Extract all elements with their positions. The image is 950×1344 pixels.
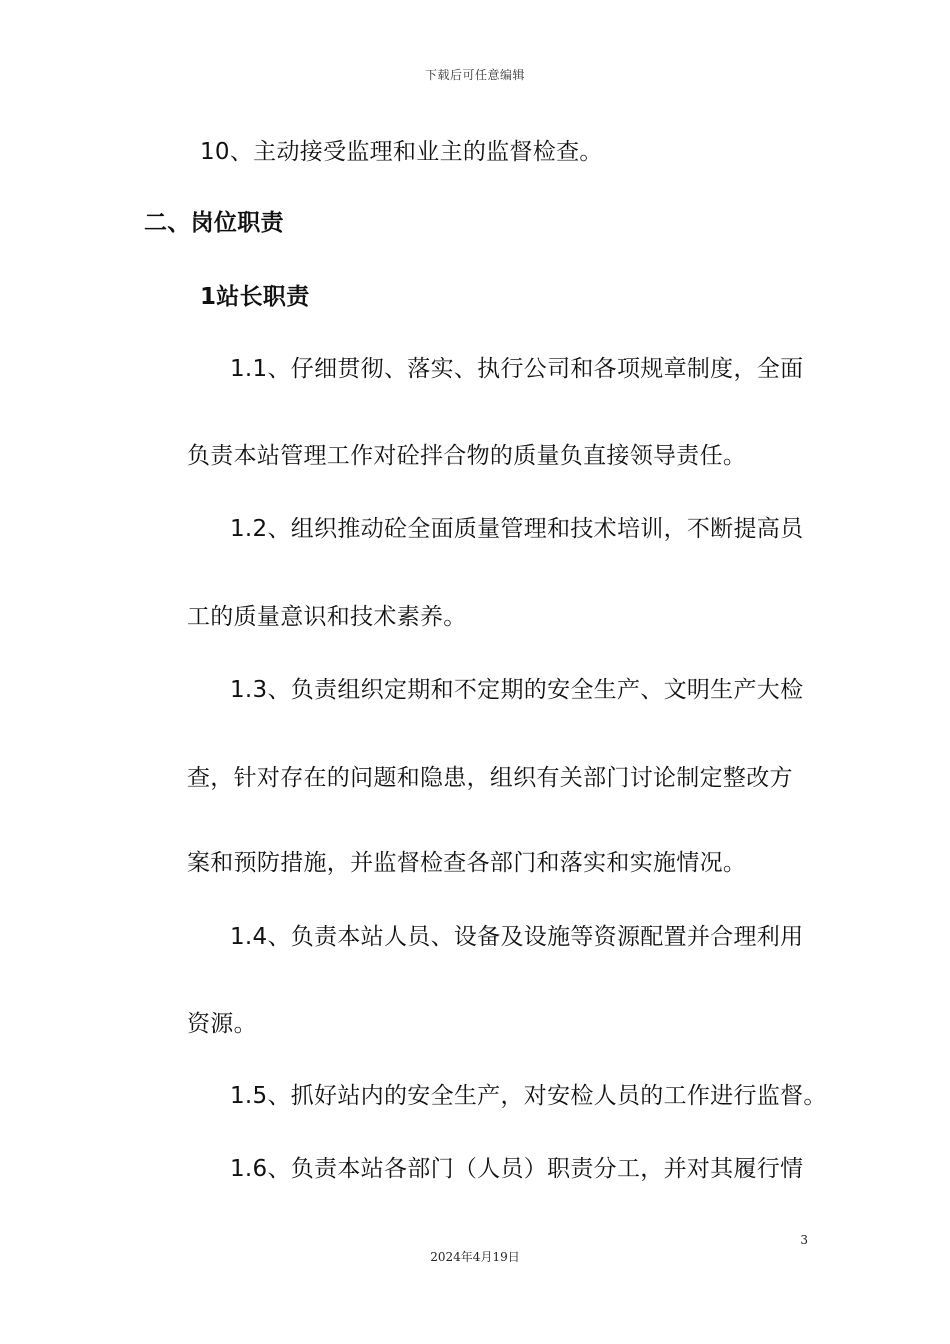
paragraph-1-4-line-1: 1.4、负责本站人员、设备及设施等资源配置并合理利用	[230, 924, 804, 950]
paragraph-1-3-line-2: 查，针对存在的问题和隐患，组织有关部门讨论制定整改方	[187, 765, 793, 791]
paragraph-1-3-line-3: 案和预防措施，并监督检查各部门和落实和实施情况。	[187, 850, 747, 876]
subsection-heading: 1站长职责	[200, 284, 310, 310]
paragraph-1-1-line-2: 负责本站管理工作对砼拌合物的质量负直接领导责任。	[187, 443, 747, 469]
page-number: 3	[800, 1233, 808, 1247]
header-note: 下载后可任意编辑	[424, 68, 525, 82]
footer-date: 2024年4月19日	[430, 1250, 520, 1264]
paragraph-1-2-line-1: 1.2、组织推动砼全面质量管理和技术培训，不断提高员	[230, 516, 804, 542]
paragraph-1-3-line-1: 1.3、负责组织定期和不定期的安全生产、文明生产大检	[230, 677, 804, 703]
paragraph-1-4-line-2: 资源。	[187, 1011, 257, 1037]
section-heading: 二、岗位职责	[144, 210, 284, 236]
list-item-10: 10、主动接受监理和业主的监督检查。	[200, 139, 603, 165]
paragraph-1-1-line-1: 1.1、仔细贯彻、落实、执行公司和各项规章制度，全面	[230, 356, 804, 382]
paragraph-1-5-line-1: 1.5、抓好站内的安全生产，对安检人员的工作进行监督。	[230, 1083, 827, 1109]
paragraph-1-6-line-1: 1.6、负责本站各部门（人员）职责分工，并对其履行情	[230, 1156, 804, 1182]
paragraph-1-2-line-2: 工的质量意识和技术素养。	[187, 604, 467, 630]
